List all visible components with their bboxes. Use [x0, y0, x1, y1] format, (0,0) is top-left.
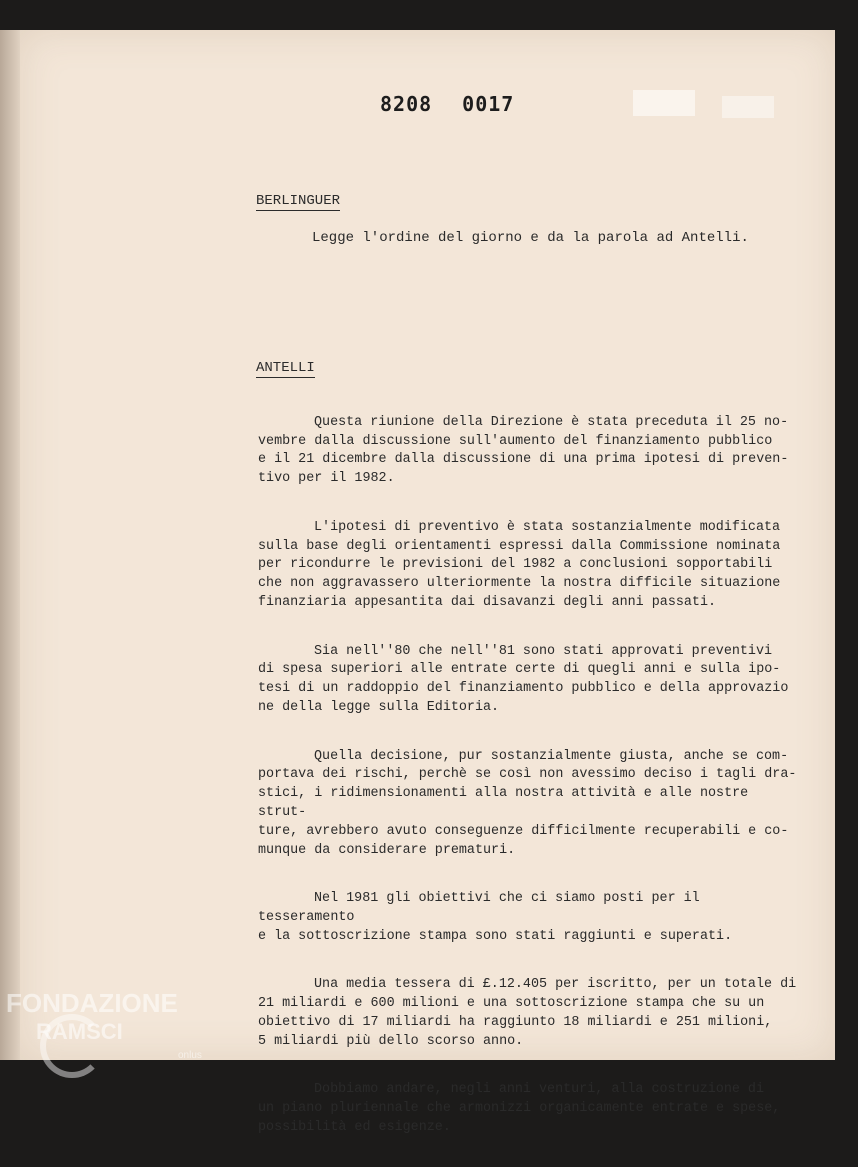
paragraph: Questa riunione della Direzione è stata preceduta il 25 no- vembre dalla discussione sull'aumento del finanziamento pubblico e il 21 dicembre dalla discussione di una prima ipotesi di preven- tivo per il 1982.	[258, 414, 789, 487]
speaker-text-berlinguer: Legge l'ordine del giorno e da la parola ad Antelli.	[312, 230, 749, 246]
g-logo-icon	[40, 1014, 104, 1078]
paragraph: L'ipotesi di preventivo è stata sostanzialmente modificata sulla base degli orientamenti espressi dalla Commissione nominata per ricondurre le previsioni del 1982 a conclusioni sopportabili che non aggravassero ulteriormente la nostra difficile situazione finanziaria appesantita dai disavanzi degli anni passati.	[258, 519, 781, 610]
watermark-line2: RAMSCI	[36, 1019, 123, 1044]
paragraph: Dobbiamo andare, negli anni venturi, alla costruzione di un piano pluriennale che armonizzi organicamente entrate e spese, possibilità ed esigenze.	[258, 1082, 781, 1135]
paragraph: Una media tessera di £.12.405 per iscritto, per un totale di 21 miliardi e 600 milioni e una sottoscrizione stampa che su un obiettivo di 17 miliardi ha raggiunto 18 miliardi e 251 milioni, 5 miliardi più dello scorso anno.	[258, 977, 797, 1049]
speaker-name-antelli: ANTELLI	[256, 360, 315, 376]
fondazione-gramsci-watermark	[6, 988, 202, 1061]
speech-body	[258, 395, 798, 1167]
paragraph: Sia nell''80 che nell''81 sono stati approvati preventivi di spesa superiori alle entrate certe di quegli anni e sulla ipo- tesi di un raddoppio del finanziamento pubblico e della approvazio ne della legge sulla Editoria.	[258, 643, 789, 715]
page-edge	[0, 30, 22, 1060]
document-code	[380, 92, 544, 116]
watermark-line3: onlus	[178, 1050, 202, 1061]
code-left: 8208	[380, 92, 433, 116]
code-right: 0017	[462, 92, 515, 116]
paragraph: Quella decisione, pur sostanzialmente giusta, anche se com- portava dei rischi, perchè se così non avessimo deciso i tagli dra- stici, i ridimensionamenti alla nostra attività e alle nostre strut- ture, avrebbero avuto conseguenze difficilmente recuperabili e co- munque da considerare prematuri.	[258, 748, 797, 858]
watermark-line1: FONDAZIONE	[6, 988, 178, 1018]
bleed-through-mark	[633, 90, 695, 116]
bleed-through-mark	[722, 96, 774, 118]
paragraph: Nel 1981 gli obiettivi che ci siamo posti per il tesseramento e la sottoscrizione stampa sono stati raggiunti e superati.	[258, 891, 733, 944]
speaker-name-berlinguer: BERLINGUER	[256, 193, 341, 209]
